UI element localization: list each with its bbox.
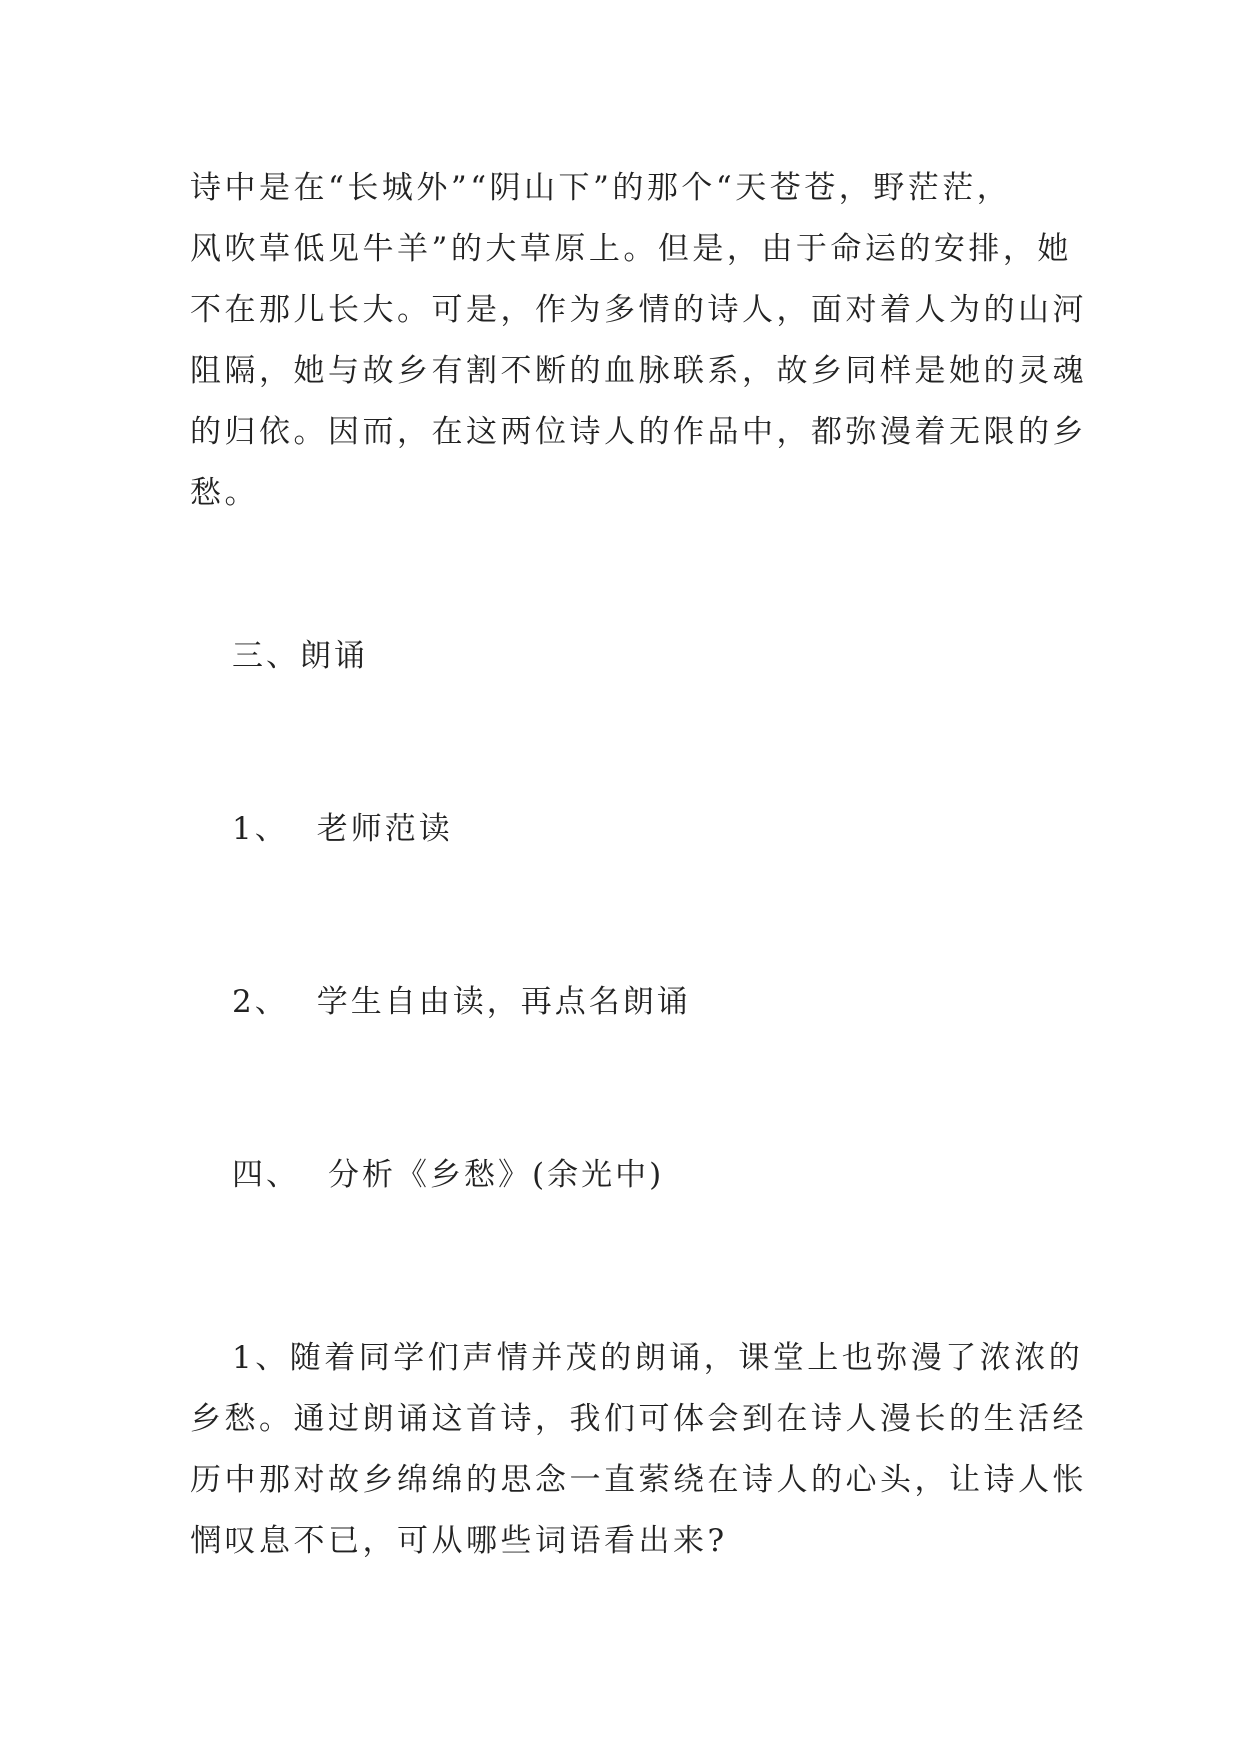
body-paragraph-1 [190,158,1087,524]
paragraph-line: 1、随着同学们声情并茂的朗诵，课堂上也弥漫了浓浓的 [232,1340,1084,1376]
paragraph-line: 诗中是在“长城外”“阴山下”的那个“天苍苍，野茫茫， [190,170,1012,206]
section-heading-recitation: 三、朗诵 [232,638,368,674]
section-title: 分析《乡愁》(余光中) [328,1157,665,1193]
list-item-number: 2、 [232,984,289,1020]
paragraph-line: 风吹草低见牛羊”的大草原上。但是，由于命运的安排，她 [190,231,1072,267]
section-number: 四、 [232,1157,300,1193]
paragraph-line: 愁。 [190,475,259,511]
list-item-text: 学生自由读，再点名朗诵 [316,984,691,1020]
section-heading-analysis [232,1155,664,1195]
list-item-text: 老师范读 [316,811,453,847]
paragraph-line: 历中那对故乡绵绵的思念一直萦绕在诗人的心头，让诗人怅 [190,1462,1087,1498]
paragraph-line: 乡愁。通过朗诵这首诗，我们可体会到在诗人漫长的生活经 [190,1401,1087,1437]
paragraph-line: 不在那儿长大。可是，作为多情的诗人，面对着人为的山河 [190,292,1087,328]
paragraph-line: 惘叹息不已，可从哪些词语看出来? [190,1523,728,1559]
list-item-student-reading [232,982,691,1022]
paragraph-line: 的归依。因而，在这两位诗人的作品中，都弥漫着无限的乡 [190,414,1087,450]
list-item-teacher-reading [232,809,453,849]
list-item-number: 1、 [232,811,289,847]
paragraph-line: 阻隔，她与故乡有割不断的血脉联系，故乡同样是她的灵魂 [190,353,1087,389]
body-paragraph-2 [190,1328,1087,1572]
